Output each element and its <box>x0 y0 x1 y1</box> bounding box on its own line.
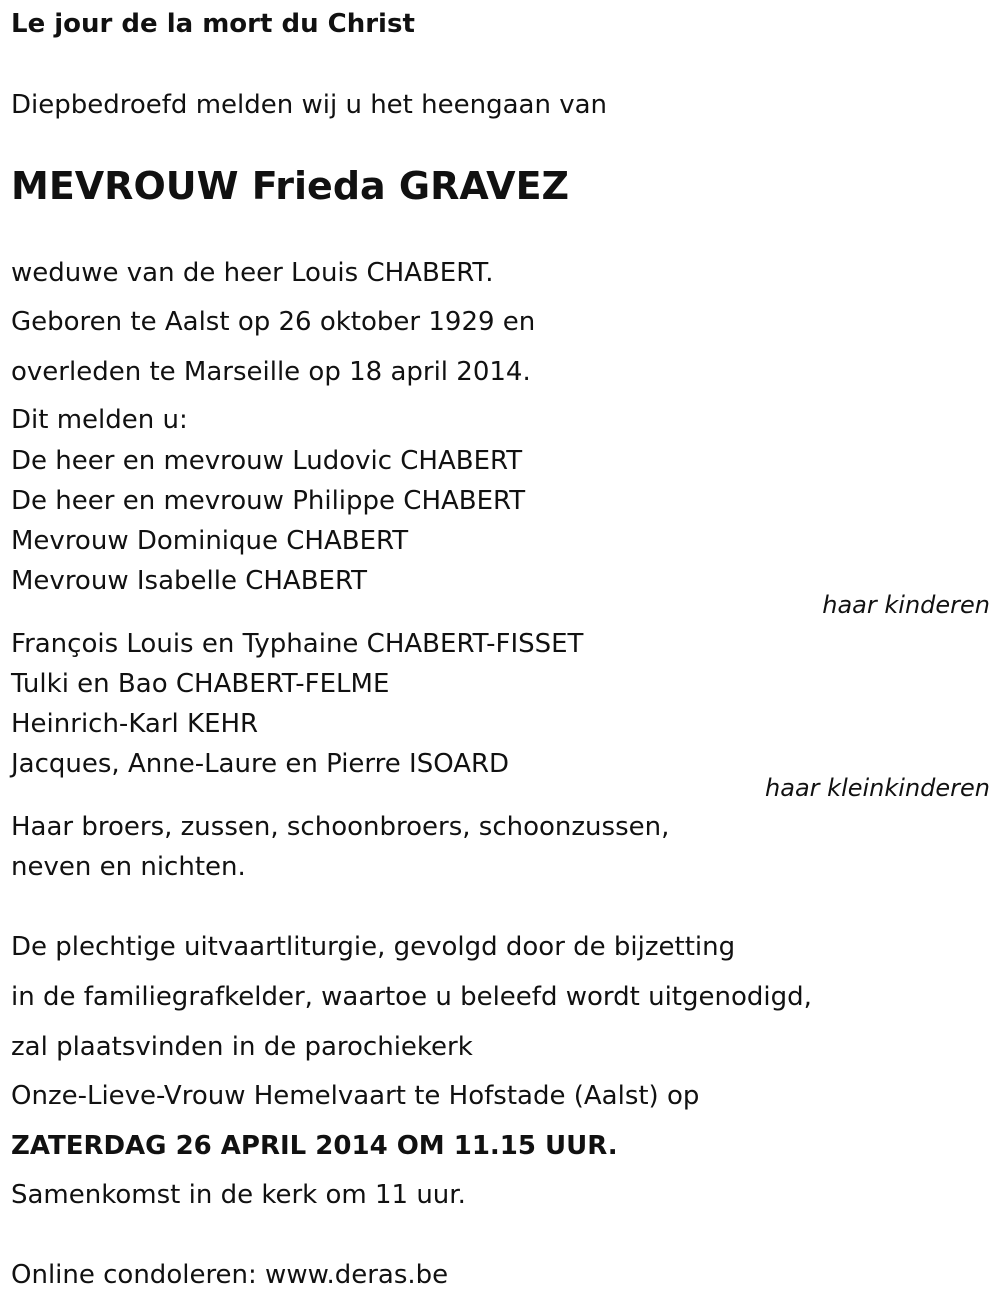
funeral-line: De plechtige uitvaartliturgie, gevolgd door de bijzetting <box>11 932 736 962</box>
child-item: Mevrouw Isabelle CHABERT <box>11 566 368 596</box>
grandchild-item: Jacques, Anne-Laure en Pierre ISOARD <box>11 749 510 779</box>
grandchild-item: Tulki en Bao CHABERT-FELME <box>11 669 390 699</box>
child-item: De heer en mevrouw Philippe CHABERT <box>11 486 526 516</box>
header-title: Le jour de la mort du Christ <box>11 9 415 39</box>
relatives-line: Haar broers, zussen, schoonbroers, schoonzussen, <box>11 812 670 842</box>
children-label: haar kinderen <box>822 591 990 619</box>
detail-died: overleden te Marseille op 18 april 2014. <box>11 357 531 387</box>
gathering-text: Samenkomst in de kerk om 11 uur. <box>11 1180 466 1210</box>
intro-text: Diepbedroefd melden wij u het heengaan van <box>11 90 607 120</box>
funeral-date: ZATERDAG 26 APRIL 2014 OM 11.15 UUR. <box>11 1131 618 1161</box>
funeral-line: zal plaatsvinden in de parochiekerk <box>11 1032 473 1062</box>
funeral-line: Onze-Lieve-Vrouw Hemelvaart te Hofstade (Aalst) op <box>11 1081 700 1111</box>
announce-intro: Dit melden u: <box>11 405 188 435</box>
detail-widow: weduwe van de heer Louis CHABERT. <box>11 258 494 288</box>
detail-born: Geboren te Aalst op 26 oktober 1929 en <box>11 307 536 337</box>
child-item: Mevrouw Dominique CHABERT <box>11 526 409 556</box>
grandchild-item: Heinrich-Karl KEHR <box>11 709 259 739</box>
grandchildren-label: haar kleinkinderen <box>765 774 990 802</box>
child-item: De heer en mevrouw Ludovic CHABERT <box>11 446 523 476</box>
relatives-line: neven en nichten. <box>11 852 246 882</box>
funeral-line: in de familiegrafkelder, waartoe u beleefd wordt uitgenodigd, <box>11 982 812 1012</box>
condolences-text: Online condoleren: www.deras.be <box>11 1260 449 1290</box>
deceased-name: MEVROUW Frieda GRAVEZ <box>11 164 570 208</box>
grandchild-item: François Louis en Typhaine CHABERT-FISSET <box>11 629 584 659</box>
